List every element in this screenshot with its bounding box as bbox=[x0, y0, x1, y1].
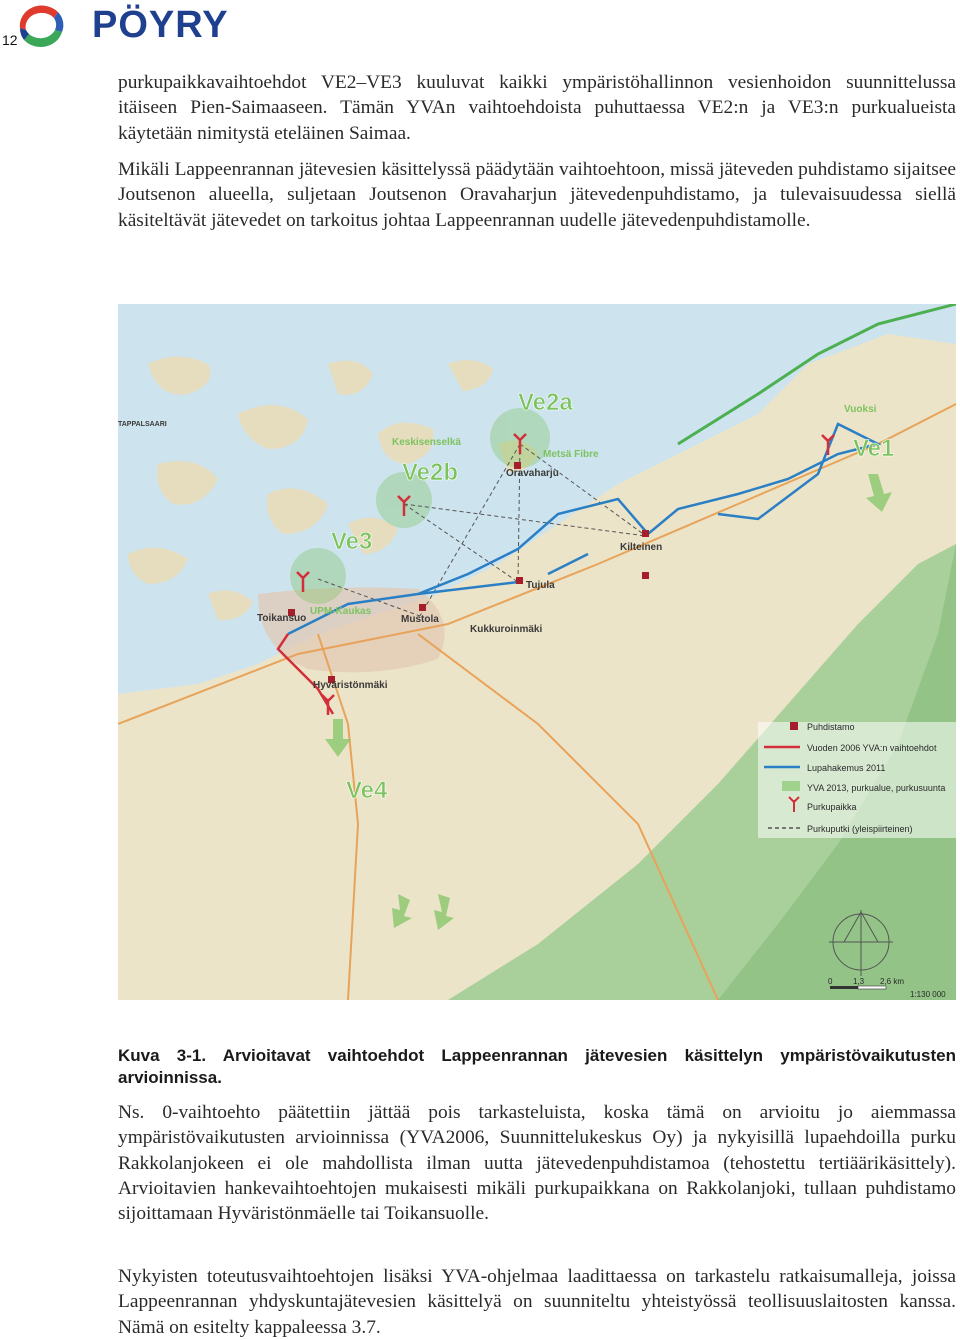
scale-zero: 0 bbox=[828, 977, 833, 986]
legend-plant-swatch bbox=[790, 722, 798, 730]
label-keskisenselka: Keskisenselkä bbox=[392, 437, 461, 448]
label-tujula: Tujula bbox=[526, 580, 555, 591]
label-oravaharju: Oravaharju bbox=[506, 468, 559, 479]
poyry-swirl-icon bbox=[14, 2, 76, 48]
label-upm-kaukas: UPM-Kaukas bbox=[310, 606, 372, 617]
figure-caption: Kuva 3-1. Arvioitavat vaihtoehdot Lappeenrannan jätevesien käsittelyn ympäristövaikutusten arvioinnissa. bbox=[118, 1046, 956, 1087]
page-number: 12 bbox=[2, 32, 18, 48]
scale-mid: 1,3 bbox=[853, 977, 865, 986]
logo-wordmark: PÖYRY bbox=[92, 4, 229, 46]
label-toikansuo: Toikansuo bbox=[257, 613, 307, 624]
legend-vuoden-2006: Vuoden 2006 YVA:n vaihtoehdot bbox=[807, 743, 937, 753]
map-legend bbox=[758, 722, 956, 838]
ve2b-label: Ve2b bbox=[402, 459, 459, 486]
label-mustola: Mustola bbox=[401, 614, 439, 625]
alternatives-map bbox=[118, 304, 956, 1000]
ve1-label: Ve1 bbox=[853, 435, 895, 462]
label-vuoksi: Vuoksi bbox=[844, 404, 877, 415]
body-paragraph-2: Mikäli Lappeenrannan jätevesien käsittelyssä päädytään vaihtoehtoon, missä jäteveden puhdistamo sijaitsee Joutsenon alueella, suljetaan Joutsenon Oravaharjun jätevedenpuhdistamo, ja tulevaisuudessa siellä käsiteltävät jätevedet on tarkoitus johtaa Lappeenrannan uudelle jätevedenpuhdistamolle. bbox=[118, 159, 956, 231]
ve3-label: Ve3 bbox=[331, 528, 373, 555]
label-kukkuroinmaki: Kukkuroinmäki bbox=[470, 624, 543, 635]
label-kilteinen: Kilteinen bbox=[620, 542, 663, 553]
legend-green-swatch bbox=[782, 781, 800, 791]
legend-purkupaikka: Purkupaikka bbox=[807, 802, 857, 812]
body-paragraph-4: Nykyisten toteutusvaihtoehtojen lisäksi YVA-ohjelmaa laadittaessa on tarkastelu ratkaisumalleja, joissa Lappeenrannan yhdyskuntajätevesien käsittelyä on suunniteltu yhteistyössä teollisuuslaitosten kanssa. Nämä on esitelty kappaleessa 3.7. bbox=[118, 1266, 956, 1338]
ve4-label: Ve4 bbox=[346, 777, 388, 804]
ve2a-label: Ve2a bbox=[518, 389, 573, 416]
scale-ratio: 1:130 000 bbox=[910, 990, 946, 999]
label-metsa-fibre: Metsä Fibre bbox=[543, 449, 599, 460]
legend-lupahakemus: Lupahakemus 2011 bbox=[807, 763, 886, 773]
body-paragraph-1: purkupaikkavaihtoehdot VE2–VE3 kuuluvat kaikki ympäristöhallinnon vesienhoidon suunnittelussa itäiseen Pien-Saimaaseen. Tämän YVAn vaihtoehdoista puhuttaessa VE2:n ja VE3:n purkualueista käytetään nimitystä eteläinen Saimaa. bbox=[118, 72, 956, 144]
legend-purkuputki: Purkuputki (yleispiirteinen) bbox=[807, 824, 913, 834]
scale-max: 2,6 km bbox=[880, 977, 905, 986]
label-tappalsaari: TAPPALSAARI bbox=[118, 421, 167, 428]
poyry-logo bbox=[14, 2, 264, 52]
legend-yva-2013: YVA 2013, purkualue, purkusuunta bbox=[807, 783, 946, 793]
legend-puhdistamo: Puhdistamo bbox=[807, 722, 855, 732]
label-hyvaristonmaki: Hyväristönmäki bbox=[313, 680, 388, 691]
body-paragraph-3: Ns. 0-vaihtoehto päätettiin jättää pois tarkasteluista, koska tämä on arvioitu jo aiemmassa ympäristövaikutusten arvioinnissa (YVA2006, Suunnittelukeskus Oy) ja nykyisillä lupaehdoilla purku Rakkolanjokeen ei ole mahdollista ilman uutta jätevedenpuhdistamoa (tehostettu tertiäärikäsittely). Arvioitavien hankevaihtoehtojen mukaisesti mikäli purkupaikkana on Rakkolanjoki, tullaan puhdistamo sijoittamaan Hyväristönmäelle tai Toikansuolle. bbox=[118, 1102, 956, 1225]
